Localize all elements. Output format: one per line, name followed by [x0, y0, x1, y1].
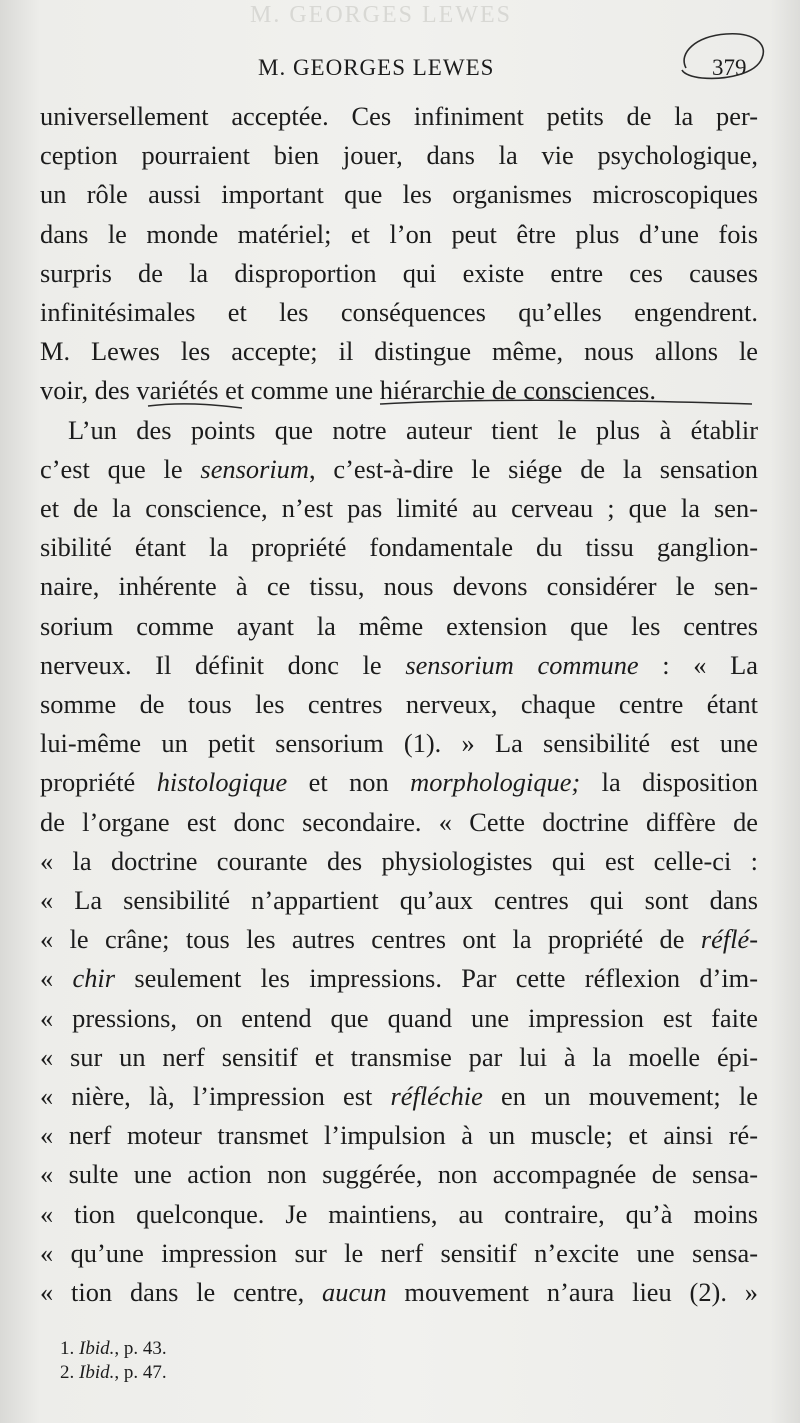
text-line: ception pourraient bien jouer, dans la vie psychologique, — [40, 140, 758, 171]
page-number: 379 — [712, 55, 747, 80]
text-line — [40, 1077, 758, 1116]
text-line: naire, inhérente à ce tissu, nous devons considérer le sen- — [40, 571, 758, 602]
text-line: un rôle aussi important que les organismes microscopiques — [40, 179, 758, 210]
text-segment: « nière, là, l’impression est — [40, 1081, 391, 1112]
footnote-number: 2. — [60, 1362, 75, 1383]
footnote-page: , p. 43. — [114, 1338, 167, 1359]
text-line: et de la conscience, n’est pas limité au cerveau ; que la sen- — [40, 493, 758, 524]
footnote-reference: Ibid. — [79, 1338, 115, 1359]
footnote-number: 1. — [60, 1338, 75, 1359]
text-line: « La sensibilité n’appartient qu’aux centres qui sont dans — [40, 885, 758, 916]
italic-term: aucun — [322, 1277, 387, 1308]
text-line — [40, 450, 758, 489]
text-segment: la disposition — [580, 767, 758, 798]
page-header — [0, 52, 800, 86]
text-line: « la doctrine courante des physiologistes qui est celle-ci : — [40, 845, 758, 876]
italic-term: sensorium — [200, 453, 309, 484]
running-head: M. GEORGES LEWES — [258, 55, 495, 80]
text-line: sibilité étant la propriété fondamentale du tissu ganglion- — [40, 532, 758, 563]
text-line: somme de tous les centres nerveux, chaque centre étant — [40, 689, 758, 720]
italic-term: morphologique; — [410, 767, 581, 798]
text-line: « qu’une impression sur le nerf sensitif n’excite une sensa- — [40, 1237, 758, 1268]
text-segment: et non — [287, 767, 411, 798]
text-line: dans le monde matériel; et l’on peut être plus d’une fois — [40, 218, 758, 249]
italic-term: sensorium commune — [405, 649, 639, 680]
text-line: L’un des points que notre auteur tient le plus à établir — [68, 414, 758, 445]
text-line: infinitésimales et les conséquences qu’elles engendrent. — [40, 297, 758, 328]
text-line: sorium comme ayant la même extension que les centres — [40, 610, 758, 641]
text-segment: propriété — [40, 767, 157, 798]
text-line: « sulte une action non suggérée, non accompagnée de sensa- — [40, 1159, 758, 1190]
text-segment: nerveux. Il définit donc le — [40, 649, 406, 680]
footnote-1 — [60, 1337, 460, 1361]
text-line — [40, 959, 758, 998]
italic-term: chir — [72, 963, 116, 994]
footnotes — [60, 1337, 460, 1385]
text-line: « tion quelconque. Je maintiens, au contraire, qu’à moins — [40, 1198, 758, 1229]
text-segment: : « La — [638, 649, 759, 680]
text-line: lui-même un petit sensorium (1). » La sensibilité est une — [40, 728, 758, 759]
text-line: surpris de la disproportion qui existe entre ces causes — [40, 257, 758, 288]
text-line — [40, 763, 758, 802]
footnote-reference: Ibid. — [79, 1362, 115, 1383]
text-line — [40, 1273, 758, 1312]
text-line: « pressions, on entend que quand une impression est faite — [40, 1002, 758, 1033]
text-segment: « le crâne; tous les autres centres ont la propriété de — [40, 924, 701, 955]
italic-term: réflé- — [700, 924, 758, 955]
footnote-2 — [60, 1361, 460, 1385]
text-segment: c’est que le — [40, 453, 201, 484]
text-line: universellement acceptée. Ces infiniment petits de la per- — [40, 101, 758, 131]
text-line — [40, 646, 758, 685]
text-segment: « tion dans le centre, — [40, 1277, 323, 1308]
text-line: voir, des variétés et comme une hiérarchie de consciences. — [40, 375, 656, 406]
text-segment: mouvement n’aura lieu (2). » — [386, 1277, 758, 1308]
text-segment: « — [40, 963, 73, 994]
bleed-through-text: M. GEORGES LEWES — [250, 2, 512, 28]
italic-term: histologique — [156, 767, 288, 798]
text-segment: seulement les impressions. Par cette réflexion d’im- — [115, 963, 758, 994]
text-line: « nerf moteur transmet l’impulsion à un muscle; et ainsi ré- — [40, 1120, 758, 1151]
text-segment: , c’est-à-dire le siége de la sensation — [308, 453, 759, 484]
italic-term: réfléchie — [390, 1081, 483, 1112]
text-line: M. Lewes les accepte; il distingue même, nous allons le — [40, 336, 758, 367]
body-text — [40, 97, 758, 1312]
text-line: « sur un nerf sensitif et transmise par lui à la moelle épi- — [40, 1041, 758, 1072]
text-segment: en un mouvement; le — [482, 1081, 758, 1112]
text-line — [40, 920, 758, 959]
footnote-page: , p. 47. — [114, 1362, 167, 1383]
text-line: de l’organe est donc secondaire. « Cette doctrine diffère de — [40, 806, 758, 837]
